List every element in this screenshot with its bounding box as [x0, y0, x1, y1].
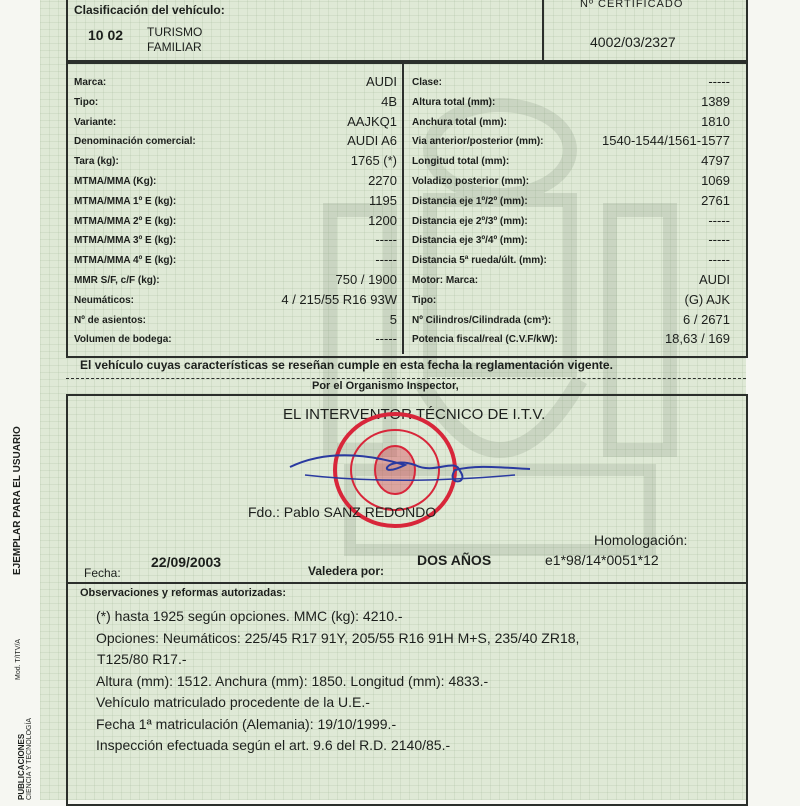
left-field-label: MTMA/MMA 1º E (kg):	[74, 195, 177, 207]
left-field-label: Denominación comercial:	[74, 136, 196, 148]
side-publicaciones: PUBLICACIONES	[17, 733, 26, 800]
side-model: Mod. T/ITV/A	[15, 638, 22, 680]
valedera-value: DOS AÑOS	[417, 552, 492, 568]
left-field-label: Neumáticos:	[74, 294, 135, 306]
signature-scribble	[285, 445, 535, 495]
observaciones-title: Observaciones y reformas autorizadas:	[80, 587, 287, 599]
left-field-value: AUDI	[365, 74, 397, 89]
right-field-label: Potencia fiscal/real (C.V.F/kW):	[412, 334, 558, 346]
left-field-value: 1200	[368, 212, 397, 228]
right-field-label: Distancia eje 3º/4º (mm):	[412, 235, 528, 247]
left-field-label: Volumen de bodega:	[74, 334, 172, 346]
right-field-label: Distancia 5ª rueda/últ. (mm):	[412, 255, 547, 267]
left-field-value: 750 / 1900	[335, 272, 397, 287]
right-field-value: 1069	[701, 173, 730, 188]
interventor-title: EL INTERVENTOR TÉCNICO DE I.T.V.	[283, 406, 546, 423]
ejemplar-label: EJEMPLAR PARA EL USUARIO	[12, 426, 23, 575]
side-ciencia: CIENCIA Y TECNOLOGÍA	[26, 717, 33, 800]
right-field-value: 1389	[701, 93, 730, 109]
observacion-line: T125/80 R17.-	[97, 651, 187, 667]
right-field-label: Via anterior/posterior (mm):	[412, 136, 544, 148]
right-field-value: 1540-1544/1561-1577	[602, 133, 730, 149]
right-field-label: Tipo:	[412, 294, 437, 306]
left-field-value: -----	[375, 252, 397, 268]
right-field-value: 18,63 / 169	[664, 331, 730, 347]
left-field-label: MTMA/MMA 2º E (kg):	[74, 215, 177, 227]
right-field-label: Clase:	[412, 77, 443, 88]
organismo-label: Por el Organismo Inspector,	[312, 380, 459, 392]
left-field-value: -----	[375, 331, 397, 347]
right-field-label: Motor: Marca:	[412, 275, 479, 286]
right-field-value: 6 / 2671	[683, 311, 730, 327]
document-sheet	[12, 0, 746, 800]
left-field-label: Variante:	[74, 116, 117, 128]
right-field-value: -----	[708, 212, 730, 228]
right-field-label: Voladizo posterior (mm):	[412, 176, 530, 187]
right-field-label: Distancia eje 1º/2º (mm):	[412, 195, 528, 207]
clasificacion-code: 10 02	[88, 27, 124, 43]
right-field-label: Longitud total (mm):	[412, 156, 510, 168]
left-field-value: -----	[375, 232, 397, 248]
left-field-value: 2270	[368, 173, 397, 188]
compliance-statement: El vehículo cuyas características se reseñan cumple en esta fecha la reglamentación vigente.	[80, 358, 613, 372]
left-field-value: 5	[389, 311, 397, 327]
header-divider	[542, 0, 544, 60]
left-field-label: MTMA/MMA (Kg):	[74, 176, 157, 187]
right-field-label: Distancia eje 2º/3º (mm):	[412, 215, 528, 227]
observacion-line: Fecha 1ª matriculación (Alemania): 19/10/1999.-	[96, 715, 397, 732]
left-field-label: MMR S/F, c/F (kg):	[74, 275, 160, 286]
right-field-label: Nº Cilindros/Cilindrada (cm³):	[412, 314, 552, 326]
observacion-line: Altura (mm): 1512. Anchura (mm): 1850. Longitud (mm): 4833.-	[96, 672, 489, 689]
fecha-label: Fecha:	[84, 566, 121, 580]
left-field-label: MTMA/MMA 4º E (kg):	[74, 255, 177, 267]
specs-divider	[402, 64, 404, 354]
certificado-value: 4002/03/2327	[590, 34, 676, 50]
tear-line	[66, 378, 746, 379]
right-field-value: -----	[708, 232, 730, 248]
observacion-line: Inspección efectuada según el art. 9.6 del R.D. 2140/85.-	[96, 737, 451, 753]
observacion-line: Opciones: Neumáticos: 225/45 R17 91Y, 205/55 R16 91H M+S, 235/40 ZR18,	[96, 629, 580, 646]
left-field-label: MTMA/MMA 3º E (kg):	[74, 235, 177, 247]
clasificacion-label: Clasificación del vehículo:	[74, 3, 225, 17]
right-field-label: Altura total (mm):	[412, 96, 496, 108]
observacion-line: Vehículo matriculado procedente de la U.E.-	[96, 694, 370, 710]
clasificacion-line1: TURISMO	[147, 25, 203, 39]
right-field-value: 2761	[701, 192, 730, 208]
left-field-value: 4B	[381, 93, 397, 109]
left-field-value: AAJKQ1	[347, 113, 397, 129]
right-field-value: -----	[708, 252, 730, 268]
left-field-label: Nº de asientos:	[74, 314, 147, 326]
right-field-value: 1810	[701, 113, 730, 129]
left-field-value: 1765 (*)	[350, 153, 397, 169]
clasificacion-line2: FAMILIAR	[147, 40, 202, 54]
right-field-label: Anchura total (mm):	[412, 116, 507, 128]
right-field-value: (G) AJK	[684, 291, 730, 307]
right-field-value: -----	[708, 74, 730, 89]
left-field-label: Marca:	[74, 77, 107, 88]
certificado-label: Nº CERTIFICADO	[580, 0, 684, 10]
observacion-line: (*) hasta 1925 según opciones. MMC (kg): 4210.-	[96, 608, 403, 624]
left-field-value: 1195	[369, 192, 397, 208]
left-field-label: Tipo:	[74, 96, 99, 108]
fecha-value: 22/09/2003	[151, 554, 222, 570]
homologacion-label: Homologación:	[594, 532, 688, 548]
valedera-label: Valedera por:	[308, 564, 385, 578]
right-field-value: AUDI	[698, 272, 730, 287]
left-field-value: 4 / 215/55 R16 93W	[281, 291, 397, 307]
right-field-value: 4797	[701, 153, 730, 169]
homologacion-value: e1*98/14*0051*12	[545, 552, 659, 568]
left-field-value: AUDI A6	[347, 133, 397, 149]
firmado-label: Fdo.: Pablo SANZ REDONDO	[248, 504, 437, 520]
left-field-label: Tara (kg):	[74, 156, 119, 168]
specs-box	[66, 62, 748, 358]
